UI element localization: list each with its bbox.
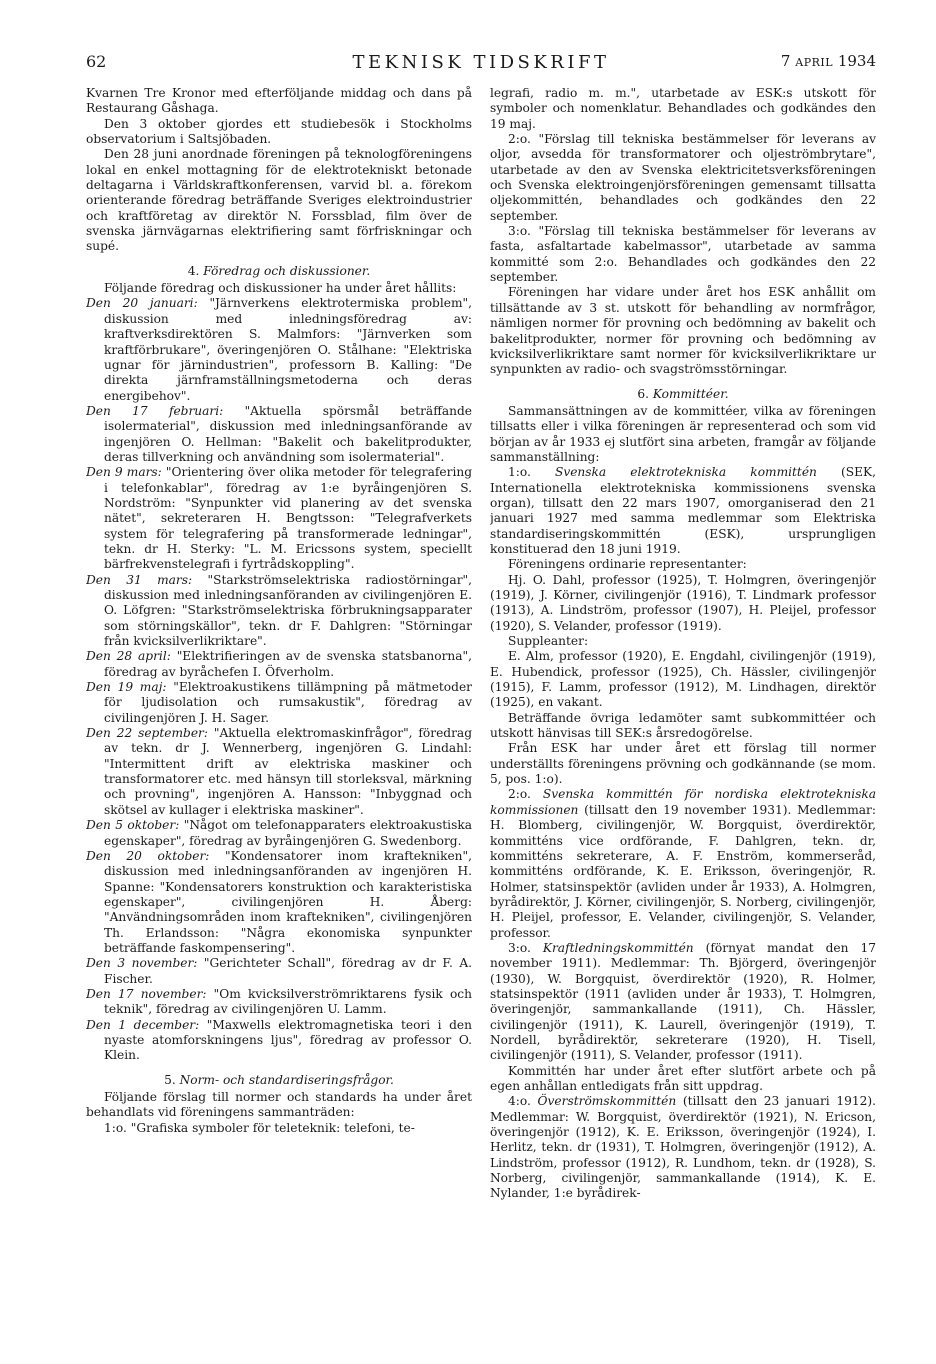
lecture-text: "Maxwells elektromagnetiska teori i den nyaste atomforskningens ljus", föredrag av professor O. Klein. bbox=[104, 1017, 472, 1063]
committee-number: 4:o. bbox=[508, 1094, 531, 1109]
page-number: 62 bbox=[86, 52, 107, 71]
lecture-text: "Starkströmselektriska radiostörningar", diskussion med inledningsanföranden av civilingenjören E. O. Löfgren: "Starkströmselektriska förbrukningsapparater som störningskällor", tekn. dr F. Dahlgren: "Störningar från kvicksilverlikriktare". bbox=[104, 572, 472, 649]
section-title: Norm- och standardiseringsfrågor. bbox=[179, 1072, 394, 1087]
lecture-text: "Orientering över olika metoder för telegrafering i telefonkablar", föredrag av 1:e byråingenjören S. Nordström: "Synpunkter vid planering av det svenska nätet", sekreteraren H. Bengtsson: "Telegrafverkets system för telegrafering på transformerade ledningar", tekn. dr H. Sterky: "L. M. Ericssons system, speciellt bärfrekvenstelegrafi i fyrtrådskoppling". bbox=[104, 465, 472, 572]
right-column bbox=[490, 86, 876, 1351]
lecture-entry bbox=[86, 680, 472, 726]
lecture-text: "Aktuella spörsmål beträffande isolermaterial", diskussion med inledningsanförande av ingenjören O. Hellman: "Bakelit och bakelitprodukter, deras tillverkning och användning som isolermaterial". bbox=[104, 403, 472, 464]
lecture-date: Den 17 februari: bbox=[86, 403, 224, 418]
committee-name: Svenska elektrotekniska kommittén bbox=[554, 465, 817, 480]
issue-date-year: 1934 bbox=[837, 52, 876, 70]
paragraph: legrafi, radio m. m.", utarbetade av ESK:s utskott för symboler och nomenklatur. Behandlades och godkändes den 19 maj. bbox=[490, 86, 876, 131]
committee-text: (förnyat mandat den 17 november 1911). Medlemmar: Th. Björgerd, överingenjör (1930), W. Borgquist, överdirektör (1920), R. Holmer, statsinspektör (1911 (avliden under år 1933), T. Holmgren, överingenjör, sammankallande (1911), Ch. Hässler, civilingenjör (1911), K. Laurell, överingenjör (1919), T. Nordell, byrådirektör, sekreterare (1920), H. Tisell, civilingenjör (1911), S. Velander, professor (1911). bbox=[490, 940, 876, 1063]
lecture-text: "Om kvicksilverströmriktarens fysik och teknik", föredrag av civilingenjören U. Lamm. bbox=[104, 986, 472, 1017]
lecture-entry bbox=[86, 726, 472, 818]
lecture-date: Den 20 januari: bbox=[86, 296, 198, 311]
lecture-entry bbox=[86, 987, 472, 1018]
paragraph: Föreningen har vidare under året hos ESK anhållit om tillsättande av 3 st. utskott för behandling av normfrågor, nämligen normer för provning och bedömning av bakelit och bakelitprodukter, normer för provning och bedömning av kvicksilverlikriktare samt normer för kvicksilverlikriktare ur synpunkten av radio- och svagströmsstörningar. bbox=[490, 285, 876, 377]
section-heading-6 bbox=[490, 387, 876, 402]
lecture-date: Den 3 november: bbox=[86, 956, 198, 971]
paragraph: Hj. O. Dahl, professor (1925), T. Holmgren, överingenjör (1919), J. Körner, civilingenjör (1916), T. Lindmark professor (1913), A. Lindström, professor (1907), H. Pleijel, professor (1920), S. Velander, professor (1919). bbox=[490, 572, 876, 633]
paragraph: Från ESK har under året ett förslag till normer underställts föreningens prövning och godkännande (se mom. 5, pos. 1:o). bbox=[490, 741, 876, 787]
lecture-text: "Elektroakustikens tillämpning på mätmetoder för ljudisolation och rumsakustik", föredrag av civilingenjören J. H. Sager. bbox=[104, 680, 472, 725]
paragraph: Kommittén har under året efter slutfört arbete och på egen anhållan entledigats från sitt uppdrag. bbox=[490, 1063, 876, 1093]
committee-name: Överströmskommittén bbox=[537, 1094, 677, 1109]
lecture-entry bbox=[86, 818, 472, 849]
lecture-entry bbox=[86, 1018, 472, 1064]
issue-date bbox=[781, 52, 876, 70]
lecture-text: "Något om telefonapparaters elektroakustiska egenskaper", föredrag av byråingenjören G. Swedenborg. bbox=[104, 818, 472, 848]
paragraph: Kvarnen Tre Kronor med efterföljande middag och dans på Restaurang Gåshaga. bbox=[86, 86, 472, 116]
section-heading-5 bbox=[86, 1073, 472, 1088]
section-heading-4 bbox=[86, 264, 472, 279]
paragraph: E. Alm, professor (1920), E. Engdahl, civilingenjör (1919), E. Hubendick, professor (1925), Ch. Hässler, civilingenjör (1915), F. Lamm, professor (1912), M. Lindhagen, direktör (1925), en vakant. bbox=[490, 649, 876, 710]
committee-number: 2:o. bbox=[508, 787, 531, 802]
lecture-entry bbox=[86, 404, 472, 465]
paragraph: Följande föredrag och diskussioner ha under året hållits: bbox=[104, 281, 457, 296]
section-number: 5. bbox=[164, 1072, 176, 1087]
committee-entry bbox=[490, 787, 876, 940]
issue-date-day: 7 bbox=[780, 52, 791, 70]
lecture-text: "Järnverkens elektrotermiska problem", diskussion med inledningsföredrag av: kraftverksdirektören S. Malmfors: "Järnverken som kraftförbrukare", överingenjören O. Stålhane: "Elektriska ugnar för järnindustrien", professorn B. Kalling: "De direkta järnframställningsmetoderna och deras energibehov". bbox=[104, 296, 472, 403]
lecture-entry bbox=[86, 296, 472, 403]
paragraph: Den 3 oktober gjordes ett studiebesök i Stockholms observatorium i Saltsjöbaden. bbox=[86, 116, 472, 147]
committee-entry bbox=[490, 465, 876, 557]
lecture-entry bbox=[86, 956, 472, 987]
lecture-date: Den 1 december: bbox=[86, 1017, 200, 1032]
lecture-date: Den 31 mars: bbox=[86, 572, 193, 587]
section-title: Kommittéer. bbox=[652, 386, 729, 401]
committee-name: Svenska kommittén för nordiska elektrotekniska kommissionen bbox=[490, 787, 876, 817]
committee-text: (SEK, Internationella elektrotekniska kommissionens svenska organ), tillsatt den 22 mars 1907, omorganiserad den 21 januari 1927 med samma medlemmar som Elektriska standardiseringskommittén (ESK), ursprungligen konstituerad den 18 juni 1919. bbox=[490, 465, 876, 556]
committee-number: 3:o. bbox=[508, 940, 531, 955]
lecture-entry bbox=[86, 649, 472, 680]
paragraph: Följande förslag till normer och standards ha under året behandlats vid föreningens sammanträden: bbox=[86, 1090, 472, 1120]
section-number: 4. bbox=[187, 263, 200, 278]
committee-number: 1:o. bbox=[508, 465, 531, 480]
lecture-date: Den 22 september: bbox=[86, 726, 208, 741]
lecture-text: "Kondensatorer inom kraftekniken", diskussion med inledningsanföranden av ingenjören H. Spanne: "Kondensatorers konstruktion och karakteristiska egenskaper", civilingenjören H. Åberg: "Användningsområden inom kraftekniken", civilingenjören Th. Erlandsson: "Några ekonomiska synpunkter beträffande faskompensering". bbox=[104, 848, 472, 955]
committee-name: Kraftledningskommittén bbox=[542, 940, 694, 955]
paragraph: Föreningens ordinarie representanter: bbox=[508, 557, 747, 572]
lecture-date: Den 5 oktober: bbox=[86, 818, 180, 833]
section-title: Föredrag och diskussioner. bbox=[203, 263, 371, 278]
lecture-text: "Gerichteter Schall", föredrag av dr F. A. Fischer. bbox=[104, 956, 472, 986]
page-header bbox=[86, 52, 876, 74]
lecture-date: Den 20 oktober: bbox=[86, 848, 210, 863]
paragraph: 3:o. "Förslag till tekniska bestämmelser för leverans av fasta, asfaltartade kabelmassor", utarbetade av samma kommitté som 2:o. Behandlades och godkändes den 22 september. bbox=[490, 224, 876, 285]
lecture-entry bbox=[86, 849, 472, 956]
lecture-date: Den 28 april: bbox=[86, 649, 171, 664]
paragraph: 2:o. "Förslag till tekniska bestämmelser för leverans av oljor, avsedda för transformatorer och oljeströmbrytare", utarbetade av den av Svenska elektricitetsverksföreningen och Svenska elektroingenjörsföreningen gemensamt tillsatta oljekommittén, behandlades och godkändes den 22 september. bbox=[490, 132, 876, 223]
paragraph: Sammansättningen av de kommittéer, vilka av föreningen tillsatts eller i vilka föreningen är representerad och som vid början av år 1933 ej slutfört sina arbeten, framgår av följande sammanställning: bbox=[490, 403, 876, 464]
section-number: 6. bbox=[637, 386, 650, 401]
committee-entry bbox=[490, 941, 876, 1064]
lecture-text: "Aktuella elektromaskinfrågor", föredrag av tekn. dr J. Wennerberg, ingenjören G. Lindahl: "Intermittent drift av elektriska maskiner och transformatorer etc. med hänsyn till storleksval, märkning och provning", ingenjören A. Hansson: "Inbyggnad och skötsel av kullager i elektriska maskiner". bbox=[104, 726, 472, 817]
lecture-date: Den 17 november: bbox=[86, 986, 207, 1001]
lecture-date: Den 9 mars: bbox=[86, 465, 162, 480]
paragraph: Beträffande övriga ledamöter samt subkommittéer och utskott hänvisas till SEK:s årsredogörelse. bbox=[490, 710, 876, 741]
paragraph: 1:o. "Grafiska symboler för teleteknik: telefoni, te- bbox=[104, 1120, 415, 1135]
lecture-text: "Elektrifieringen av de svenska statsbanorna", föredrag av byråchefen I. Öfverholm. bbox=[104, 649, 472, 679]
lecture-entry bbox=[86, 573, 472, 650]
paragraph: Suppleanter: bbox=[508, 634, 589, 649]
left-column bbox=[86, 86, 472, 1351]
issue-date-month: APRIL bbox=[795, 56, 834, 69]
lecture-date: Den 19 maj: bbox=[86, 680, 167, 695]
journal-title: TEKNISK TIDSKRIFT bbox=[352, 52, 610, 73]
paragraph: Den 28 juni anordnade föreningen på teknologföreningens lokal en enkel mottagning för de elektrotekniskt betonade deltagarna i Världskraftkonferensen, varvid bl. a. förekom orienterande föredrag beträffande Sveriges elektroindustrier och kraftföretag av direktör N. Forssblad, film över de svenska järnvägarnas elektrifiering samt förfriskningar och supé. bbox=[86, 147, 472, 254]
committee-text: (tillsatt den 19 november 1931). Medlemmar: H. Blomberg, civilingenjör, W. Borgquist, överdirektör, kommitténs vice ordförande, F. Dahlgren, tekn. dr, kommitténs sekreterare, A. F. Enström, kommerseråd, kommitténs ordförande, K. E. Eriksson, överingenjör, R. Holmer, statsinspektör (avliden under år 1933), A. Holmgren, byrådirektör, J. Körner, civilingenjör, S. Norberg, civilingenjör, H. Pleijel, professor, E. Velander, civilingenjör, S. Velander, professor. bbox=[490, 802, 876, 940]
lecture-entry bbox=[86, 465, 472, 572]
committee-text: (tillsatt den 23 januari 1912). Medlemmar: W. Borgquist, överdirektör (1921), N. Ericson, överingenjör (1912), K. E. Eriksson, överingenjör (1924), I. Herlitz, tekn. dr (1931), T. Holmgren, överingenjör (1912), A. Lindström, professor (1912), R. Lundhom, tekn. dr (1928), S. Norberg, civilingenjör, sammankallande (1914), K. E. Nylander, 1:e byrådirek- bbox=[490, 1094, 876, 1201]
committee-entry bbox=[490, 1094, 876, 1201]
